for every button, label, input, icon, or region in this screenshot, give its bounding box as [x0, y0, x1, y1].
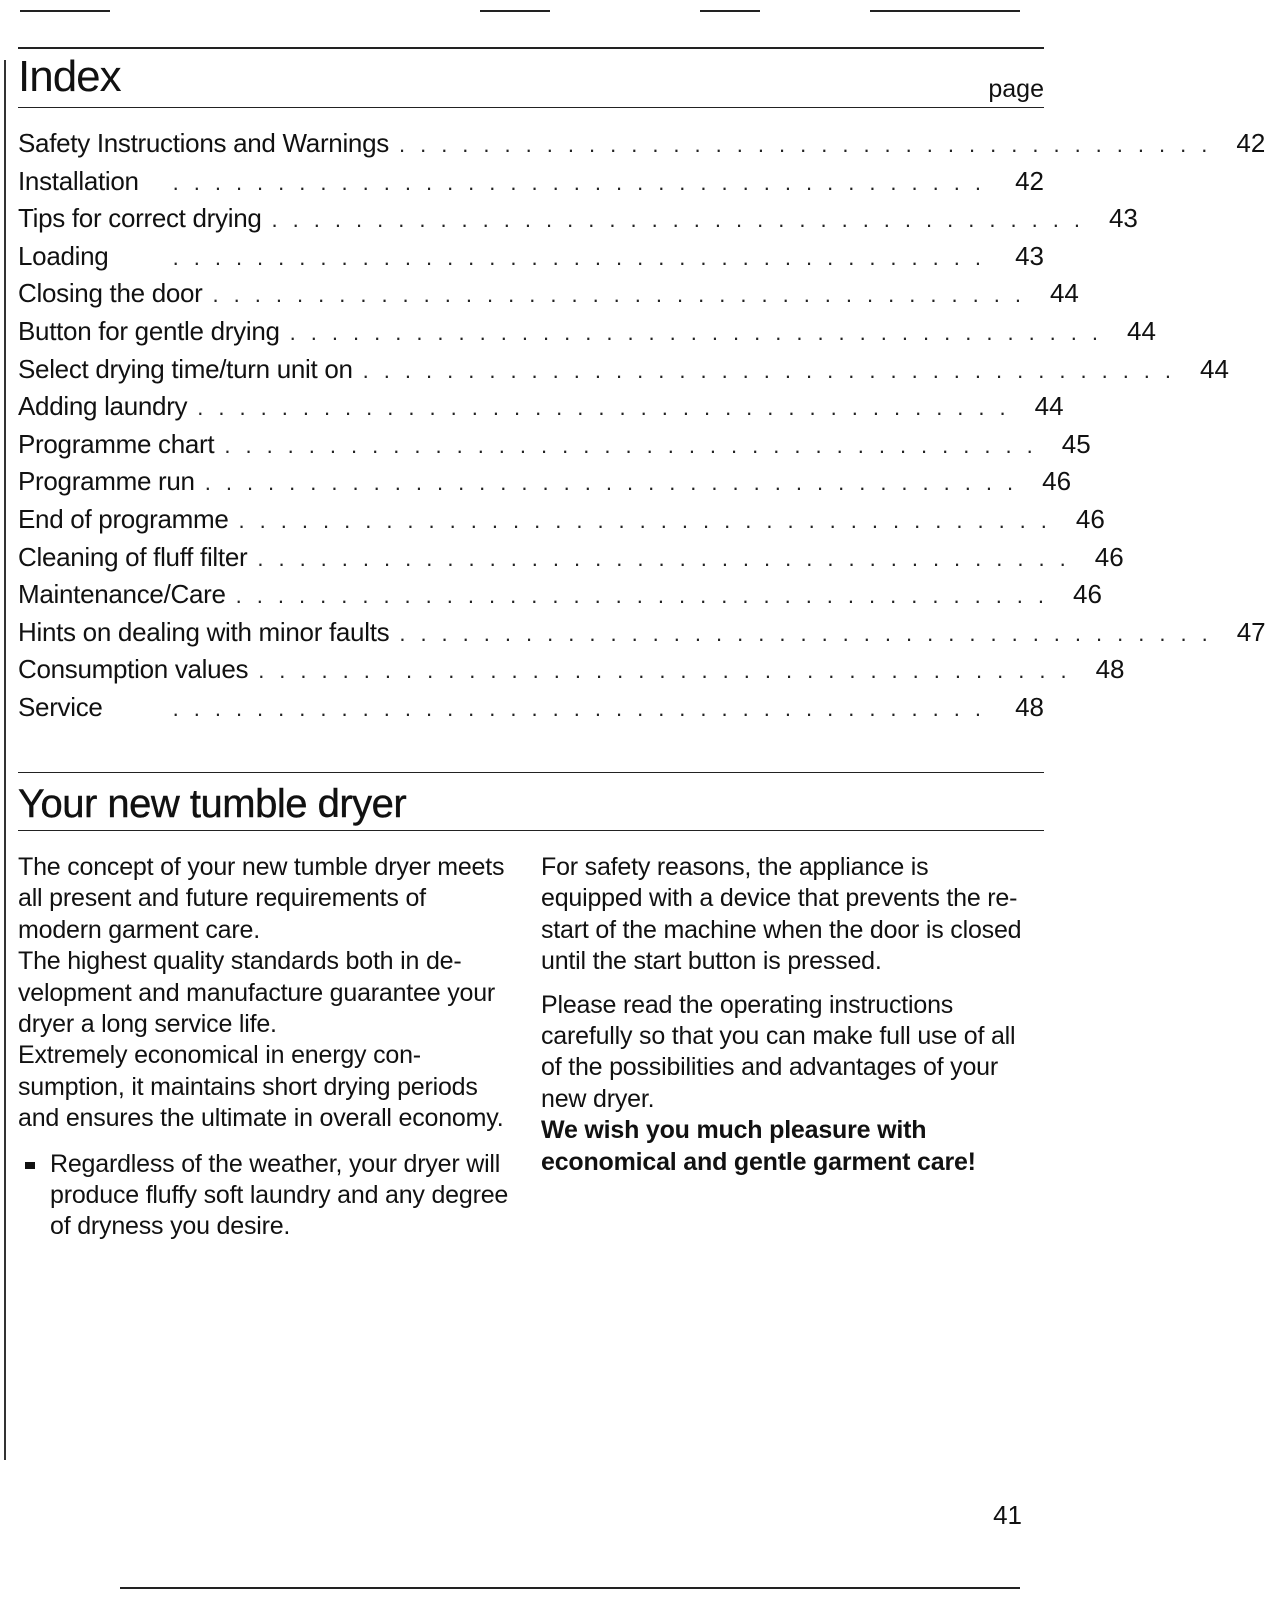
scan-mark-bottom — [120, 1587, 1020, 1589]
toc-entry-label: Loading — [18, 240, 109, 271]
economy-paragraph: Extremely economical in energy con-sumption, it maintains short drying periods and ensures the ultimate in overall economy. — [18, 1041, 504, 1133]
toc-entry — [18, 614, 1266, 652]
toc-leader-dots: ....................................... — [398, 132, 1223, 157]
toc-entry — [18, 689, 1044, 727]
toc-entry-page: 42 — [1015, 165, 1044, 196]
toc-leader-dots: ....................................... — [212, 282, 1036, 308]
toc-entry-page: 46 — [1042, 466, 1072, 497]
toc-leader-dots: ....................................... — [399, 620, 1223, 646]
toc-entry-label: Installation — [18, 165, 139, 196]
toc-entry-page: 44 — [1200, 353, 1229, 384]
toc-entry — [18, 651, 1125, 689]
index-title: Index — [18, 52, 121, 101]
toc-entry-label: Programme chart — [18, 428, 215, 459]
table-of-contents — [18, 125, 1266, 727]
toc-leader-dots: ....................................... — [362, 357, 1187, 383]
toc-leader-dots: ....................................... — [204, 470, 1029, 496]
toc-entry — [18, 388, 1064, 426]
toc-entry-page: 43 — [1015, 240, 1044, 271]
toc-entry-label: Closing the door — [18, 278, 203, 309]
toc-entry-page: 42 — [1236, 128, 1266, 158]
toc-entry-label: Consumption values — [18, 654, 249, 685]
toc-entry-page: 46 — [1094, 541, 1124, 572]
toc-leader-dots: ....................................... — [257, 545, 1081, 571]
toc-entry — [18, 426, 1091, 464]
scan-mark-top — [700, 10, 760, 12]
toc-entry — [18, 163, 1044, 201]
toc-entry — [18, 125, 1266, 163]
toc-entry — [18, 576, 1102, 614]
toc-entry-page: 46 — [1073, 579, 1102, 610]
bullet-text: Regardless of the weather, your dryer will produce fluffy soft laundry and any degree of dryness you desire. — [50, 1149, 509, 1241]
section-title-rule — [18, 830, 1044, 831]
toc-entry-label: Adding laundry — [18, 391, 188, 422]
intro-paragraph: The concept of your new tumble dryer meets all present and future requirements of modern garment care. — [18, 853, 505, 944]
toc-leader-dots: ....................................... — [172, 244, 996, 270]
toc-entry-label: End of programme — [18, 503, 229, 534]
closing-statement: We wish you much pleasure with economical and gentle garment care! — [541, 1116, 976, 1176]
toc-entry — [18, 238, 1044, 276]
toc-entry-label: Hints on dealing with minor faults — [18, 616, 390, 647]
bullet-icon — [18, 1149, 50, 1243]
index-top-rule — [18, 47, 1044, 49]
toc-entry-label: Safety Instructions and Warnings — [18, 128, 389, 158]
index-title-rule — [18, 107, 1044, 108]
toc-leader-dots: ....................................... — [238, 507, 1062, 533]
toc-leader-dots: ....................................... — [271, 207, 1095, 233]
page-column-label: page — [988, 75, 1044, 103]
toc-leader-dots: ....................................... — [197, 395, 1021, 421]
toc-entry-label: Service — [18, 691, 103, 722]
quality-paragraph: The highest quality standards both in de-velopment and manufacture guarantee your dryer a long service life. — [18, 947, 496, 1039]
toc-leader-dots: ....................................... — [258, 658, 1082, 684]
toc-leader-dots: ....................................... — [289, 319, 1114, 345]
section-title: Your new tumble dryer — [18, 782, 407, 826]
toc-entry-page: 45 — [1061, 428, 1091, 459]
toc-leader-dots: ....................................... — [172, 169, 996, 195]
toc-leader-dots: ....................................... — [224, 432, 1048, 458]
scan-mark-top — [480, 10, 550, 12]
toc-entry — [18, 463, 1072, 501]
toc-leader-dots: ....................................... — [172, 695, 996, 721]
toc-entry-label: Programme run — [18, 466, 195, 497]
right-text-column — [541, 852, 1031, 1178]
toc-entry-page: 44 — [1034, 391, 1064, 422]
toc-entry-page: 43 — [1108, 203, 1138, 234]
toc-entry-label: Button for gentle drying — [18, 315, 280, 346]
toc-entry-label: Maintenance/Care — [18, 579, 226, 610]
page-number: 41 — [993, 1500, 1022, 1530]
toc-entry-page: 48 — [1015, 691, 1044, 722]
toc-entry-page: 44 — [1049, 278, 1079, 309]
scan-mark-top — [20, 10, 110, 12]
toc-entry-page: 47 — [1236, 616, 1266, 647]
toc-entry-label: Select drying time/turn unit on — [18, 353, 353, 384]
toc-entry-page: 48 — [1095, 654, 1125, 685]
left-text-column — [18, 852, 510, 1243]
toc-entry-label: Cleaning of fluff filter — [18, 541, 248, 572]
toc-entry — [18, 351, 1229, 389]
instructions-paragraph: Please read the operating instructions carefully so that you can make full use of all of the possibilities and advantages of your new dryer. — [541, 990, 1016, 1113]
safety-paragraph: For safety reasons, the appliance is equipped with a device that prevents the re-start of the machine when the door is closed until the start button is pressed. — [541, 853, 1022, 976]
toc-entry-page: 44 — [1127, 315, 1156, 346]
section-top-rule — [18, 772, 1044, 773]
toc-entry-page: 46 — [1075, 503, 1105, 534]
toc-entry — [18, 539, 1124, 577]
toc-entry — [18, 313, 1156, 351]
toc-entry — [18, 501, 1105, 539]
bullet-item — [18, 1149, 510, 1243]
toc-entry — [18, 275, 1079, 313]
toc-entry-label: Tips for correct drying — [18, 203, 262, 234]
toc-leader-dots: ....................................... — [235, 583, 1060, 609]
toc-entry — [18, 200, 1138, 238]
binding-edge-line — [4, 60, 6, 1460]
scan-mark-top — [870, 10, 1020, 12]
